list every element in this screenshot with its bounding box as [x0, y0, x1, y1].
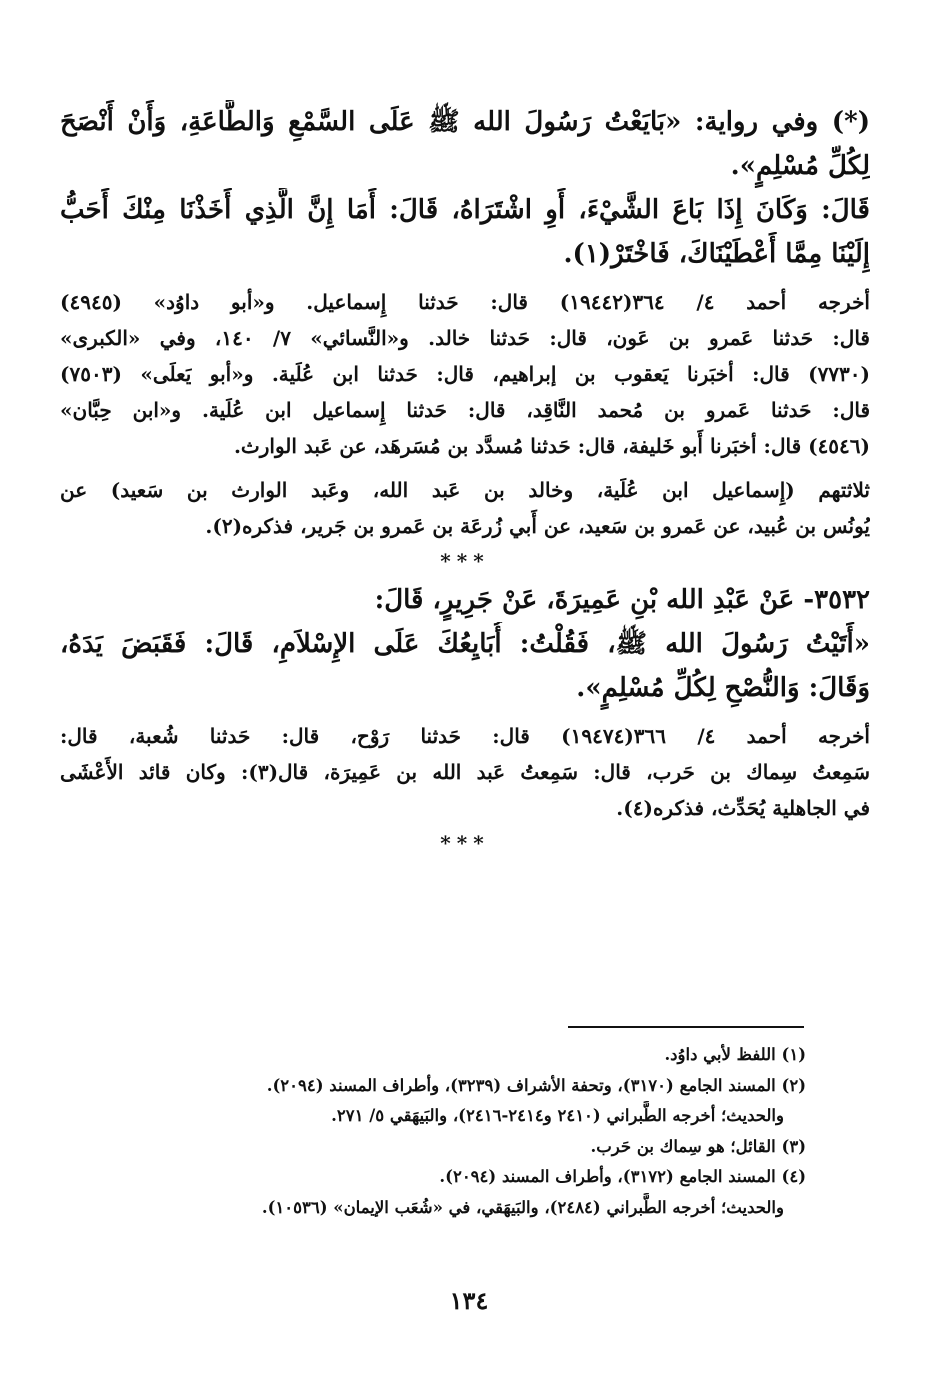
footnotes	[130, 1040, 806, 1223]
footnote-continuation: والحديث؛ أخرجه الطَّبراني (٢٤١٠ و٢٤١٤-٢٤١٦)، والبَيهَقي ٥/ ٢٧١.	[331, 1106, 784, 1125]
page-number: ١٣٤	[449, 1286, 489, 1315]
chain-paragraph-1	[60, 472, 870, 544]
section-separator: ***	[440, 549, 490, 573]
text-line: قال: حَدثنا عَمرو بن عَون، قال: حَدثنا خالد. و«النَّسائي» ٧/ ١٤٠، وفي «الكبرى»	[60, 326, 870, 350]
text-line: أخرجه أحمد ٤/ ٣٦٤(١٩٤٤٢) قال: حَدثنا إِسماعيل. و«أبو داوُد» (٤٩٤٥)	[60, 290, 870, 314]
text-line: في الجاهلية يُحَدِّث، فذكره(٤).	[616, 796, 870, 820]
text-line: أخرجه أحمد ٤/ ٣٦٦(١٩٤٧٤) قال: حَدثنا رَوْح، قال: حَدثنا شُعبة، قال:	[60, 724, 870, 748]
footnote: (١) اللفظ لأبي داوُد.	[664, 1045, 806, 1064]
footnote-continuation: والحديث؛ أخرجه الطَّبراني (٢٤٨٤)، والبَيهَقي، في «شُعَب الإيمان» (١٠٥٣٦).	[261, 1197, 784, 1217]
text-line: ثلاثتهم (إِسماعيل ابن عُلَية، وخالد بن عَبد الله، وعَبد الوارث بن سَعيد) عن	[60, 478, 870, 502]
footnote: (٤) المسند الجامع (٣١٧٢)، وأطراف المسند (٢٠٩٤).	[439, 1167, 806, 1186]
text-line: (*) وفي رواية: «بَايَعْتُ رَسُولَ الله ﷺ عَلَى السَّمْعِ وَالطَّاعَةِ، وَأَنْ أَنْصَحَ	[60, 107, 870, 137]
takhrij-paragraph-1	[60, 284, 870, 464]
text-line: قال: حَدثنا عَمرو بن مُحمد النَّاقِد، قال: حَدثنا إِسماعيل ابن عُلَية. و«ابن حِبَّان»	[60, 398, 870, 422]
hadith-heading: ٣٥٣٢- عَنْ عَبْدِ الله بْنِ عَمِيرَةَ، عَنْ جَرِيرٍ، قَالَ:	[374, 585, 870, 615]
takhrij-paragraph-2	[60, 718, 870, 826]
hadith-3532	[60, 578, 870, 710]
footnote: (٣) القائل؛ هو سِماك بن حَرب.	[590, 1136, 806, 1156]
footnote: (٢) المسند الجامع (٣١٧٠)، وتحفة الأشراف (٣٢٣٩)، وأطراف المسند (٢٠٩٤).	[266, 1075, 806, 1095]
hadith-3531-tail	[60, 100, 870, 276]
text-line: قَالَ: وَكَانَ إِذَا بَاعَ الشَّيْءَ، أَوِ اشْتَرَاهُ، قَالَ: أَمَا إِنَّ الَّذِي أَخَذْنَا مِنْكَ أَحَبُّ	[60, 195, 870, 225]
text-line: وَقَالَ: وَالنُّصْحِ لِكُلِّ مُسْلِمٍ».	[576, 673, 870, 703]
text-line: سَمِعتُ سِماك بن حَرب، قال: سَمِعتُ عَبد الله بن عَمِيرَة، قال(٣): وكان قائد الأَعْشَى	[60, 760, 870, 784]
text-line: «أَتَيْتُ رَسُولَ الله ﷺ، فَقُلْتُ: أُبَايِعُكَ عَلَى الإِسْلاَمِ، قَالَ: فَقَبَضَ يَدَهُ،	[60, 629, 870, 659]
page-body	[60, 100, 870, 860]
text-line: لِكُلِّ مُسْلِمٍ».	[730, 151, 870, 181]
text-line: إِلَيْنَا مِمَّا أَعْطَيْنَاكَ، فَاخْتَرْ(١).	[563, 239, 870, 269]
text-line: يُونُس بن عُبيد، عن عَمرو بن سَعيد، عن أَبي زُرعَة بن عَمرو بن جَرير، فذكره(٢).	[205, 514, 870, 538]
footnote-divider	[568, 1026, 804, 1028]
section-separator: ***	[440, 831, 490, 855]
text-line: (٤٥٤٦) قال: أخبَرنا أَبو خَليفة، قال: حَدثنا مُسدَّد بن مُسَرهَد، عن عَبد الوارث.	[233, 434, 870, 458]
text-line: (٧٧٣٠) قال: أخبَرنا يَعقوب بن إبراهيم، قال: حَدثنا ابن عُلَية. و«أبو يَعلَى» (٧٥٠٣)	[60, 362, 870, 386]
